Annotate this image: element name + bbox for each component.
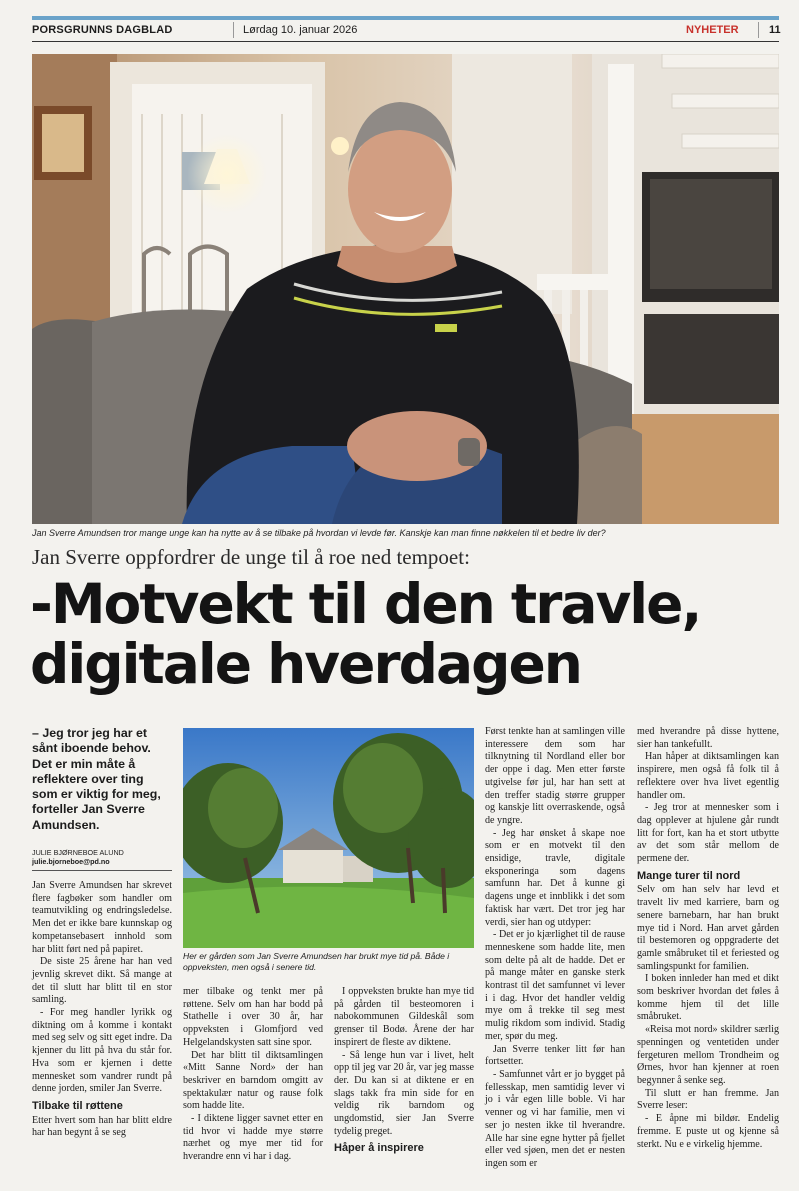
photo-caption: Jan Sverre Amundsen tror mange unge kan ha nytte av å se tilbake på hvordan vi levde før. Kanskje kan man finne nøkkelen til et bedre liv der?	[32, 528, 606, 538]
paragraph: Det har blitt til diktsamlingen «Mitt Sanne Nord» der han beskriver en barndom omgitt av spektakulær natur og rause folk som hadde lite.	[183, 1049, 323, 1112]
issue-date: Lørdag 10. januar 2026	[243, 24, 358, 36]
paragraph: Jan Sverre tenker litt før han fortsetter.	[485, 1043, 625, 1068]
article-column-2	[183, 986, 323, 1164]
paragraph: I boken innleder han med et dikt som beskriver hvordan det føles å komme hjem til det lille småbruket.	[637, 973, 779, 1023]
paragraph: - Så lenge hun var i livet, helt opp til jeg var 20 år, var jeg masse der. Du kan si at diktene er en slags takk fra min side for en veldig rik barndom og ungdomstid, sier Jan Sverre tydelig preget.	[334, 1049, 474, 1137]
masthead-rule	[32, 41, 779, 42]
paragraph: Jan Sverre Amundsen har skrevet flere fagbøker som handler om teamutvikling og endringsledelse. Men det er ikke bare kunnskap og kompetansebasert innhold som har blitt ført ned på papiret.	[32, 880, 172, 955]
paragraph: - I diktene ligger savnet etter en tid hvor vi hadde mye større nærhet og mye mer tid for hverandre enn vi har i dag.	[183, 1113, 323, 1163]
paragraph: - Samfunnet vårt er jo bygget på fellesskap, men samtidig lever vi jo i vår egen lille boble. Vi har venner og vi har familie, men vi ser jo nesten ikke til hverandre. Alle har sine egne hytter på fjellet eller ved sjøen, men det er nesten ingen som er	[485, 1068, 625, 1169]
paragraph: Etter hvert som han har blitt eldre har han begynt å se seg	[32, 1114, 172, 1139]
masthead-accent-bar	[32, 16, 779, 20]
headline	[30, 574, 790, 694]
byline-email: julie.bjorneboe@pd.no	[32, 857, 110, 866]
section-label: NYHETER	[686, 24, 739, 36]
subheading: Tilbake til røttene	[32, 1099, 123, 1112]
headline-line: digitale hverdagen	[30, 632, 581, 696]
paper-name: PORSGRUNNS DAGBLAD	[32, 24, 173, 36]
subheading: Håper å inspirere	[334, 1142, 424, 1155]
article-column-5	[637, 726, 779, 1151]
byline-name: JULIE BJØRNEBOE ALUND	[32, 848, 124, 857]
paragraph: med hverandre på disse hyttene, sier han tankefullt.	[637, 726, 779, 750]
paragraph: - For meg handler lyrikk og diktning om å komme i kontakt med seg selv og sitt eget indre. Da kjenner du litt på hva du står for. Hva som er kjernen i dette mennesket som vandrer rundt på denne jorden, smiler Jan Sverre.	[32, 1007, 172, 1095]
paragraph: - Jeg tror at mennesker som i dag opplever at hjulene går rundt litt for fort, kan ha et stort utbytte av det som står mellom de permene der.	[637, 802, 779, 865]
paragraph: I oppveksten brukte han mye tid på gården til besteomoren i nabokommunen Gildeskål som grenser til Bodø. Årene der har inspirert de fleste av diktene.	[334, 986, 474, 1048]
paragraph: - Det er jo kjærlighet til de rause menneskene som hadde lite, men som delte på alt de hadde. Det er på mange måter en ganske sterk kontrast til det samfunnet vi lever i i dag. Hvor det handler veldig mye om å trekke til seg mest mulig rikdom som individ. Stadig mer, spør du meg.	[485, 929, 625, 1042]
ingress: – Jeg tror jeg har et sånt iboende behov. Det er min måte å reflektere over ting som er viktig for meg, forteller Jan Sverre Amundsen.	[32, 726, 161, 832]
paragraph: De siste 25 årene har han ved jevnlig skrevet dikt. Så mange at det til slutt har blitt til en stor samling.	[32, 956, 172, 1006]
paragraph: - Jeg har ønsket å skape noe som er en motvekt til den ensidige, travle, digitale eksponeringa som dagens samfunn har. Det å kunne gi dagens unge et innblikk i det som faktisk har vært. Det tror jeg har verdi, sier han og utdyper:	[485, 827, 625, 928]
paragraph: Selv om han selv har levd et travelt liv med karriere, barn og senere barnebarn, har han brukt mye tid i Nord. Han arvet gården til bestemoren og oppgraderte det gamle småbruket til et feriested og samlingspunkt for familien.	[637, 884, 779, 972]
paragraph: mer tilbake og tenkt mer på røttene. Selv om han har bodd på Stathelle i over 30 år, har oppveksten i Glomfjord ved Helgelandskysten satt sine spor.	[183, 986, 323, 1048]
article-column-3	[334, 986, 474, 1157]
paragraph: - E åpne mi bildør. Endelig fremme. E puste ut og kjenne så sterkt. Nu e e virkelig hjemme.	[637, 1113, 779, 1150]
paragraph: Til slutt er han fremme. Jan Sverre leser:	[637, 1087, 779, 1112]
paragraph: Først tenkte han at samlingen ville interessere dem som har tilknytning til Nordland eller bor der oppe i dag. Men etter første utgivelse før jul, har han sett at den treffer stadig større grupper og kanskje litt overraskende, også de yngre.	[485, 726, 625, 826]
masthead	[32, 22, 779, 42]
byline	[32, 848, 172, 871]
masthead-divider	[233, 22, 234, 38]
paragraph: «Reisa mot nord» skildrer særlig spenningen og ventetiden under fergeturen mellom Trondheim og Ørnes, hvor han kjenner at roen begynner å senke seg.	[637, 1024, 779, 1086]
farm-photo-caption: Her er gården som Jan Sverre Amundsen har brukt mye tid på. Både i oppveksten, men også i senere tid.	[183, 951, 450, 972]
kicker: Jan Sverre oppfordrer de unge til å roe ned tempoet:	[32, 545, 470, 569]
headline-line: -Motvekt til den travle,	[30, 572, 701, 636]
page-number: 11	[769, 24, 781, 36]
portrait-photo	[32, 54, 779, 524]
farm-photo	[183, 728, 474, 948]
article-column-4	[485, 726, 625, 1171]
masthead-divider	[758, 22, 759, 38]
article-column-1	[32, 880, 172, 1140]
paragraph: Han håper at diktsamlingen kan inspirere, men også få folk til å reflektere over hva livet egentlig handler om.	[637, 751, 779, 801]
subheading: Mange turer til nord	[637, 869, 741, 882]
